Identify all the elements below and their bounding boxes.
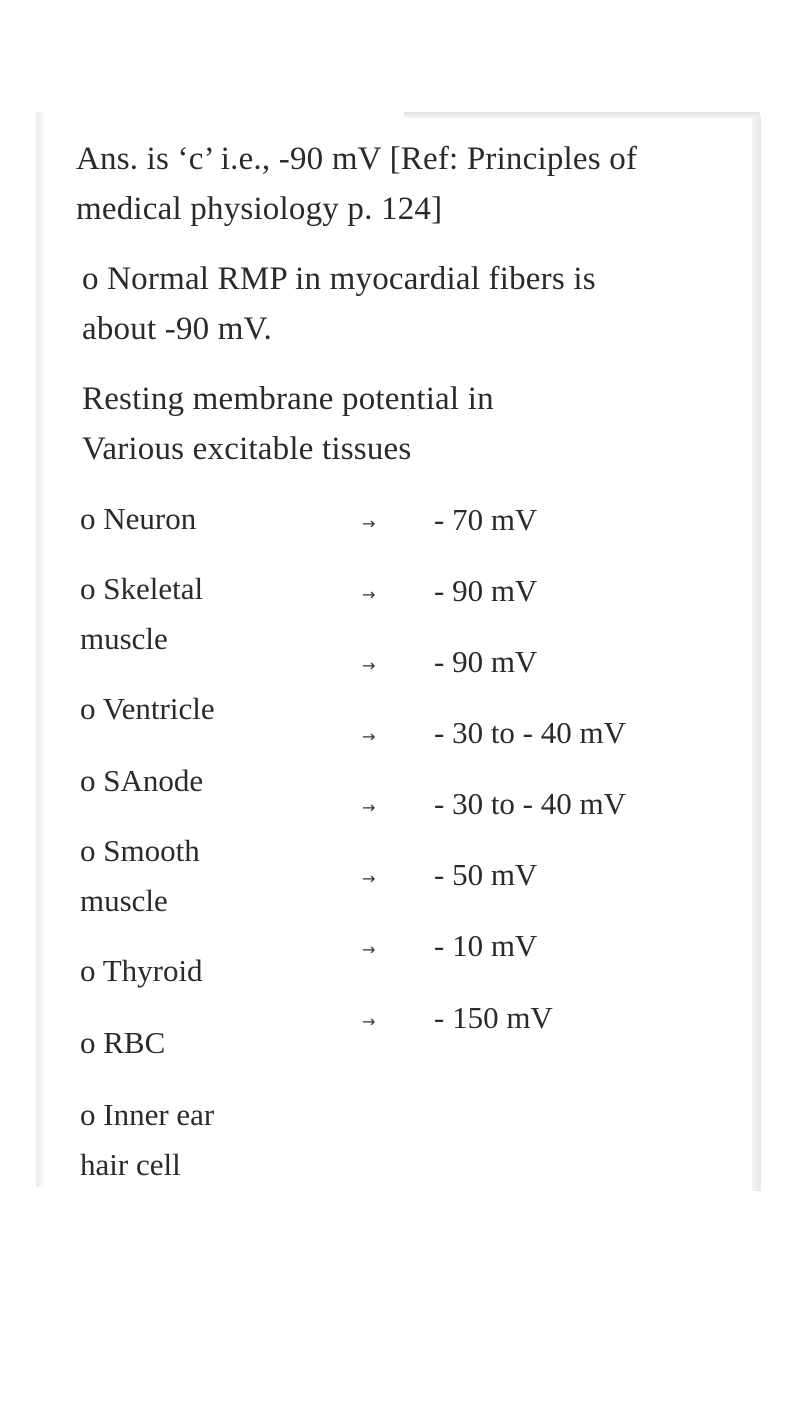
tissue-label — [80, 684, 320, 734]
tissue-label — [80, 756, 320, 806]
tissue-label — [80, 826, 320, 926]
answer-paragraph — [76, 134, 756, 234]
rmp-point-line-1: o Normal RMP in myocardial fibers is — [82, 261, 596, 297]
arrow-icon: → — [362, 869, 376, 888]
tissue-label-line: o Inner ear — [80, 1097, 215, 1132]
arrow-icon: → — [362, 727, 376, 746]
tissue-label — [80, 494, 320, 544]
rmp-value: - 70 mV — [434, 502, 538, 537]
tissue-label-line: o Thyroid — [80, 953, 203, 988]
answer-line-2: medical physiology p. 124] — [76, 191, 443, 227]
rmp-value: - 150 mV — [434, 1000, 553, 1035]
tissue-label — [80, 564, 320, 664]
rmp-value: - 10 mV — [434, 928, 538, 963]
tissue-label-line: muscle — [80, 621, 168, 656]
tissue-label-line: hair cell — [80, 1147, 181, 1182]
rmp-point — [82, 254, 752, 354]
tissue-label-line: o RBC — [80, 1025, 166, 1060]
rmp-value: - 90 mV — [434, 644, 538, 679]
arrow-icon: → — [362, 656, 376, 675]
rmp-value: - 50 mV — [434, 857, 538, 892]
rmp-point-line-2: about -90 mV. — [82, 311, 272, 347]
arrow-icon: → — [362, 1012, 376, 1031]
tissue-label — [80, 1090, 320, 1190]
table-heading-line-2: Various excitable tissues — [82, 431, 412, 467]
scan-border-top — [404, 112, 760, 118]
arrow-icon: → — [362, 514, 376, 533]
arrow-icon: → — [362, 940, 376, 959]
tissue-label-line: o SAnode — [80, 763, 204, 798]
arrow-icon: → — [362, 585, 376, 604]
rmp-value: - 30 to - 40 mV — [434, 786, 627, 821]
tissue-label-line: o Neuron — [80, 501, 197, 536]
table-heading-line-1: Resting membrane potential in — [82, 381, 494, 417]
scan-border-left — [36, 112, 44, 1187]
rmp-value: - 90 mV — [434, 573, 538, 608]
arrow-icon: → — [362, 798, 376, 817]
tissue-label-line: o Ventricle — [80, 691, 215, 726]
answer-line-1: Ans. is ‘c’ i.e., -90 mV [Ref: Principles of — [76, 141, 638, 177]
table-heading — [82, 374, 752, 474]
rmp-value: - 30 to - 40 mV — [434, 715, 627, 750]
tissue-label-line: muscle — [80, 883, 168, 918]
tissue-label-line: o Smooth — [80, 833, 200, 868]
tissue-label-line: o Skeletal — [80, 571, 204, 606]
scan-border-right — [752, 116, 761, 1191]
tissue-label — [80, 946, 320, 996]
tissue-label — [80, 1018, 320, 1068]
